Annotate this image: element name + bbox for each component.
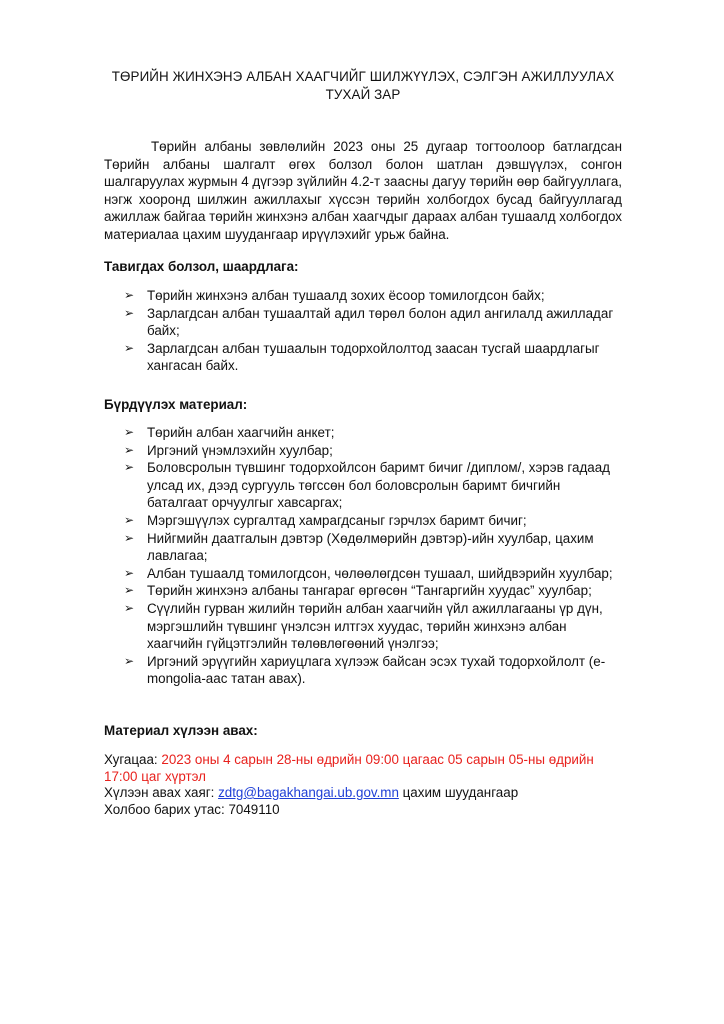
title-line-2: ТУХАЙ ЗАР — [325, 87, 401, 102]
arrow-bullet-icon: ➢ — [124, 600, 135, 615]
deadline-label: Хугацаа: — [104, 752, 162, 767]
list-item: ➢ Нийгмийн даатгалын дэвтэр (Хөдөлмөрийн дэвтэр)-ийн хуулбар, цахим лавлагаа; — [124, 530, 594, 564]
phone-line — [104, 802, 624, 819]
list-item: ➢ Төрийн албан хаагчийн анкет; — [124, 425, 335, 440]
arrow-bullet-icon: ➢ — [124, 305, 135, 320]
list-item: ➢ Төрийн жинхэнэ албан тушаалд зохих ёсоор томилогдсон байх; — [124, 288, 545, 303]
address-label: Хүлээн авах хаяг: — [104, 785, 219, 800]
arrow-bullet-icon: ➢ — [124, 512, 135, 527]
email-link[interactable]: zdtg@bagakhangai.ub.gov.mn — [218, 785, 399, 800]
arrow-bullet-icon: ➢ — [124, 653, 135, 668]
materials-heading: Бүрдүүлэх материал: — [104, 397, 248, 412]
list-item: ➢ Иргэний эрүүгийн хариуцлага хүлээж байсан эсэх тухай тодорхойлолт (e-mongolia-аас татан авах). — [124, 653, 606, 687]
list-item: ➢ Албан тушаалд томилогдсон, чөлөөлөгдсөн тушаал, шийдвэрийн хуулбар; — [124, 565, 613, 581]
title-line-1: ТӨРИЙН ЖИНХЭНЭ АЛБАН ХААГЧИЙГ ШИЛЖҮҮЛЭХ, СЭЛГЭН АЖИЛЛУУЛАХ — [111, 69, 615, 84]
arrow-bullet-icon: ➢ — [124, 288, 135, 302]
list-item: ➢ Төрийн жинхэнэ албаны тангараг өргөсөн “Тангаргийн хуудас” хуулбар; — [124, 583, 592, 599]
submission-heading: Материал хүлээн авах: — [104, 723, 258, 738]
materials-list — [104, 424, 624, 688]
intro-paragraph: Төрийн албаны зөвлөлийн 2023 оны 25 дугаар тогтоолоор батлагдсан Төрийн албаны шалгалт өгөх болзол болон шатлан дэвшүүлэх, сонгон шалгаруулах журмын 4 дүгээр зүйлийн 4.2-т заасны дагуу төрийн өөр байгууллага, нэгж хооронд шилжин ажиллахыг хүссэн төрийн холбогдох бусад байгууллагад ажиллаж байгаа төрийн жинхэнэ албан хаагчдыг дараах албан тушаалд холбогдох материалаа цахим шуудангаар ирүүлэхийг урьж байна. — [104, 139, 622, 242]
requirements-list — [104, 287, 624, 375]
arrow-bullet-icon: ➢ — [124, 565, 135, 580]
list-item: ➢ Боловсролын түвшинг тодорхойлсон баримт бичиг /диплом/, хэрэв гадаад улсад их, дээд сургууль төгссөн бол боловсролын баримт бичгийн баталгаат орчуулгыг хавсаргах; — [124, 460, 610, 511]
list-item: ➢ Зарлагдсан албан тушаалтай адил төрөл болон адил ангилалд ажилладаг байх; — [124, 305, 614, 339]
arrow-bullet-icon: ➢ — [124, 340, 135, 355]
address-line — [104, 785, 624, 802]
address-suffix: цахим шуудангаар — [398, 785, 519, 800]
requirements-heading: Тавигдах болзол, шаардлага: — [104, 259, 299, 274]
list-item: ➢ Мэргэшүүлэх сургалтад хамрагдсаныг гэрчлэх баримт бичиг; — [124, 512, 527, 528]
arrow-bullet-icon: ➢ — [124, 530, 135, 545]
list-item: ➢ Иргэний үнэмлэхийн хуулбар; — [124, 442, 333, 458]
deadline-value: 2023 оны 4 сарын 28-ны өдрийн 09:00 цагаас 05 сарын 05-ны өдрийн 17:00 цаг хүртэл — [104, 752, 594, 784]
arrow-bullet-icon: ➢ — [124, 442, 135, 457]
phone-label: Холбоо барих утас: — [104, 801, 229, 817]
document-title — [104, 68, 622, 104]
deadline-line — [104, 752, 624, 785]
phone-number: 7049110 — [228, 801, 280, 817]
submission-details — [104, 752, 624, 818]
arrow-bullet-icon: ➢ — [124, 460, 135, 475]
arrow-bullet-icon: ➢ — [124, 425, 135, 439]
list-item: ➢ Зарлагдсан албан тушаалын тодорхойлолтод заасан тусгай шаардлагыг хангасан байх. — [124, 340, 600, 374]
arrow-bullet-icon: ➢ — [124, 583, 135, 598]
list-item: ➢ Сүүлийн гурван жилийн төрийн албан хаагчийн үйл ажиллагааны үр дүн, мэргэшлийн түвшинг үнэлсэн илтгэх хуудас, төрийн жинхэнэ албан хаагчийн гүйцэтгэлийн төлөвлөгөөний үнэлгээ; — [124, 600, 603, 652]
